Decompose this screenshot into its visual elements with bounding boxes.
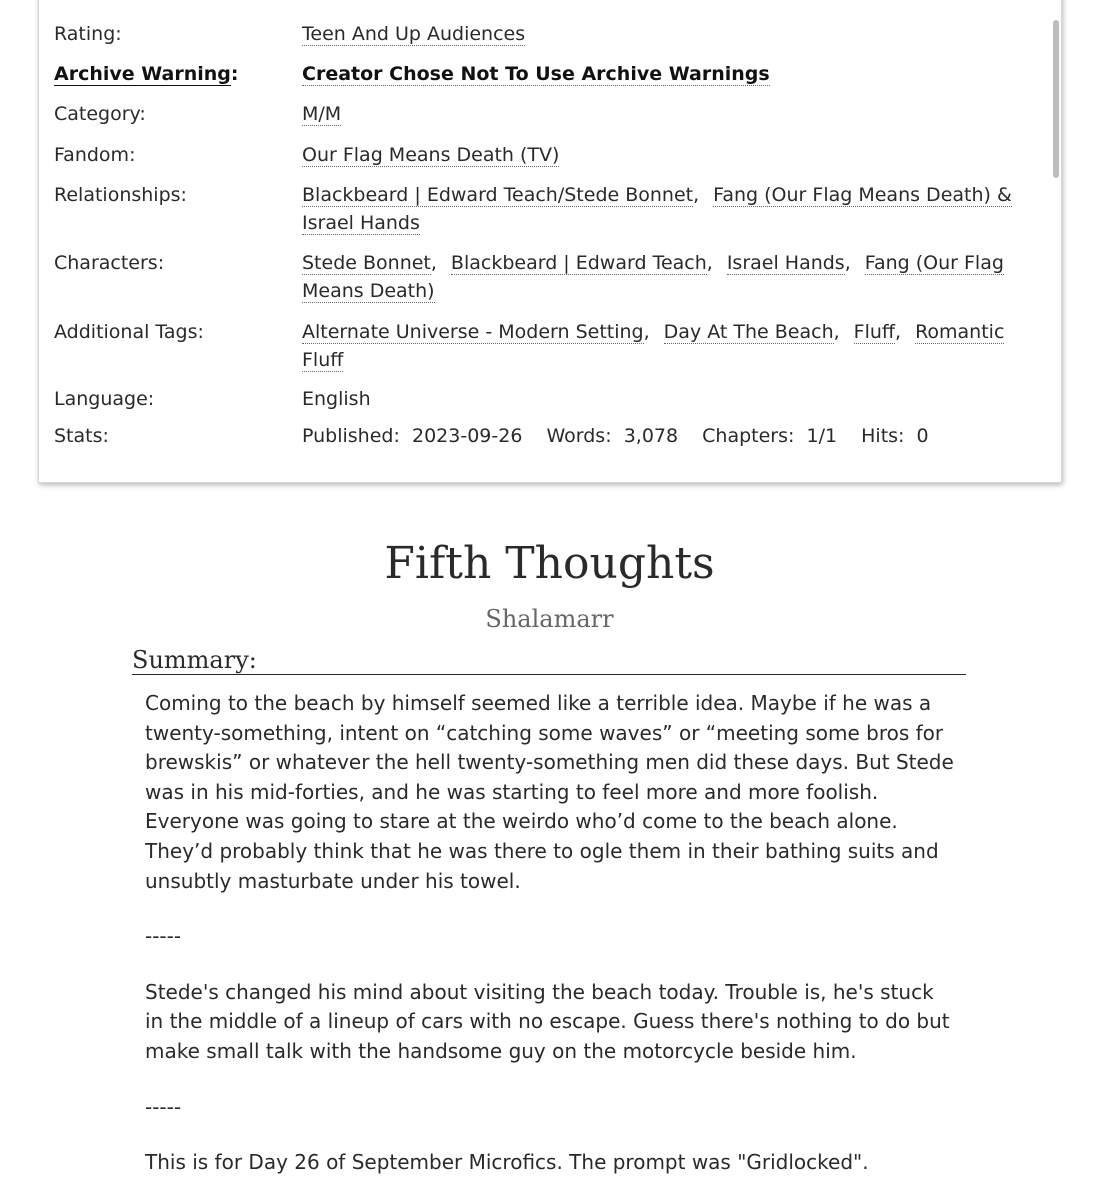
words-count: 3,078 [623, 425, 679, 447]
character-tag[interactable]: Israel Hands [726, 252, 845, 274]
freeform-tag[interactable]: Alternate Universe - Modern Setting [302, 321, 644, 343]
summary-divider: ----- [145, 1094, 182, 1119]
author-link[interactable]: Shalamarr [485, 605, 614, 633]
stat-published [302, 425, 522, 447]
summary-paragraph: Stede's changed his mind about visiting the beach today. Trouble is, he's stuck in the middle of a lineup of cars with no escape. Guess there's nothing to do but make small talk with the handsome guy on the motorcycle beside him. [145, 979, 950, 1063]
relationship-tag[interactable]: Blackbeard | Edward Teach/Stede Bonnet [302, 184, 694, 206]
relationships-value: Blackbeard | Edward Teach/Stede Bonnet, Fang (Our Flag Means Death) & Israel Hands [302, 184, 1012, 234]
character-tag[interactable]: Blackbeard | Edward Teach [450, 252, 707, 274]
character-tag[interactable]: Stede Bonnet [302, 252, 431, 274]
rating-value [302, 20, 1022, 48]
chapters-label: Chapters: [702, 425, 795, 447]
summary-body [145, 689, 957, 1204]
stat-chapters [702, 425, 837, 447]
relationship-tag[interactable]: Fang (Our Flag Means Death) & Israel Hands [302, 184, 1012, 234]
additional-tags-value: Alternate Universe - Modern Setting, Day At The Beach, Fluff, Romantic Fluff [302, 321, 1005, 371]
summary-divider: ----- [145, 924, 182, 949]
character-tag[interactable]: Fang (Our Flag Means Death) [302, 252, 1004, 302]
characters-value: Stede Bonnet, Blackbeard | Edward Teach, Israel Hands, Fang (Our Flag Means Death) [302, 252, 1004, 302]
published-label: Published: [302, 425, 400, 447]
category-value [302, 100, 1022, 128]
stats-value [302, 422, 1022, 450]
fandom-tag[interactable]: Our Flag Means Death (TV) [302, 144, 560, 166]
language-value: English [302, 388, 371, 410]
meta-scrollbar[interactable] [1053, 20, 1059, 178]
freeform-tag[interactable]: Day At The Beach [663, 321, 834, 343]
words-label: Words: [546, 425, 612, 447]
characters-label: Characters: [54, 252, 165, 274]
stat-words [546, 425, 678, 447]
fandom-value [302, 141, 1022, 169]
work-title: Fifth Thoughts [384, 538, 715, 589]
published-date: 2023-09-26 [411, 425, 523, 447]
summary-paragraph: Coming to the beach by himself seemed like a terrible idea. Maybe if he was a twenty-something, intent on “catching some waves” or “meeting some bros for brewskis” or whatever the hell twenty-something men did these days. But Stede was in his mid-forties, and he was starting to feel more and more foolish. Everyone was going to stare at the weirdo who’d come to the beach alone. They’d probably think that he was there to ogle them in their bathing suits and unsubtly masturbate under his towel. [145, 691, 954, 893]
rating-tag[interactable]: Teen And Up Audiences [302, 23, 526, 45]
fandom-label: Fandom: [54, 144, 136, 166]
archive-warning-value [302, 60, 1022, 88]
freeform-tag[interactable]: Romantic Fluff [302, 321, 1005, 371]
freeform-tag[interactable]: Fluff [853, 321, 896, 343]
category-label: Category: [54, 103, 146, 125]
relationships-label: Relationships: [54, 184, 187, 206]
stats-label: Stats: [54, 425, 109, 447]
category-tag[interactable]: M/M [302, 103, 342, 125]
work-meta-box [38, 0, 1062, 483]
summary-heading: Summary: [132, 646, 966, 675]
chapters-count: 1/1 [806, 425, 838, 447]
summary-paragraph: This is for Day 26 of September Microfics. The prompt was "Gridlocked". [145, 1150, 869, 1175]
archive-warning-label [54, 60, 239, 88]
language-label: Language: [54, 388, 155, 410]
author-byline [0, 605, 1099, 633]
hits-count: 0 [916, 425, 929, 447]
archive-warning-label-text: Archive Warning [54, 63, 231, 85]
archive-warning-label-colon: : [230, 63, 239, 85]
hits-label: Hits: [861, 425, 905, 447]
warning-tag[interactable]: Creator Chose Not To Use Archive Warnings [302, 63, 770, 85]
rating-label: Rating: [54, 23, 122, 45]
stat-hits [861, 425, 929, 447]
additional-tags-label: Additional Tags: [54, 321, 204, 343]
